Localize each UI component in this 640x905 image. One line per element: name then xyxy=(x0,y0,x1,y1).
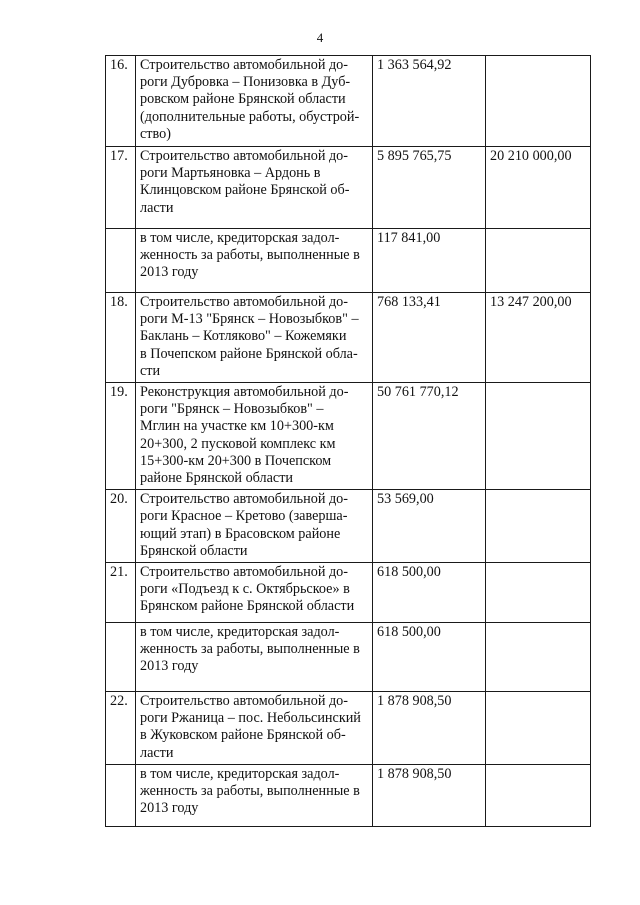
row-amount-total xyxy=(486,56,591,147)
row-amount-total: 20 210 000,00 xyxy=(486,147,591,229)
row-amount: 53 569,00 xyxy=(373,490,486,563)
row-number: 17. xyxy=(106,147,136,229)
row-description xyxy=(136,147,373,229)
row-amount: 1 363 564,92 xyxy=(373,56,486,147)
table-row xyxy=(106,623,591,692)
row-amount-total xyxy=(486,490,591,563)
row-amount: 50 761 770,12 xyxy=(373,383,486,490)
row-description-text: Строительство автомобильной до- роги М-13 "Брянск – Новозыбков" – Баклань – Котляково" – Кожемяки в Почепском районе Брянской обла- сти xyxy=(140,294,359,379)
row-description-text: Строительство автомобильной до- роги Ржаница – пос. Небольсинский в Жуковском районе Брянской об- ласти xyxy=(140,693,361,761)
budget-table xyxy=(105,55,591,827)
row-amount: 768 133,41 xyxy=(373,293,486,383)
row-description xyxy=(136,56,373,147)
row-amount-total xyxy=(486,692,591,765)
row-amount: 117 841,00 xyxy=(373,229,486,293)
row-amount: 5 895 765,75 xyxy=(373,147,486,229)
table-row xyxy=(106,490,591,563)
row-description xyxy=(136,383,373,490)
row-amount-total xyxy=(486,764,591,826)
row-number: 19. xyxy=(106,383,136,490)
table-row xyxy=(106,56,591,147)
row-amount: 1 878 908,50 xyxy=(373,764,486,826)
table-row xyxy=(106,692,591,765)
table-row xyxy=(106,147,591,229)
page-number: 4 xyxy=(316,30,324,45)
row-number: 16. xyxy=(106,56,136,147)
row-description xyxy=(136,764,373,826)
row-description-text: Строительство автомобильной до- роги «Подъезд к с. Октябрьское» в Брянском районе Брянской области xyxy=(140,564,355,615)
row-number: 22. xyxy=(106,692,136,765)
row-description-text: в том числе, кредиторская задол- женность за работы, выполненные в 2013 году xyxy=(140,624,360,675)
row-amount-total xyxy=(486,229,591,293)
table-row xyxy=(106,229,591,293)
row-amount: 618 500,00 xyxy=(373,563,486,623)
row-amount-total xyxy=(486,623,591,692)
row-number: 18. xyxy=(106,293,136,383)
row-description xyxy=(136,563,373,623)
row-number xyxy=(106,229,136,293)
row-description-text: в том числе, кредиторская задол- женность за работы, выполненные в 2013 году xyxy=(140,230,360,281)
table-row xyxy=(106,764,591,826)
row-amount-total xyxy=(486,383,591,490)
row-description xyxy=(136,692,373,765)
row-amount-total: 13 247 200,00 xyxy=(486,293,591,383)
row-amount-total xyxy=(486,563,591,623)
row-description xyxy=(136,623,373,692)
row-description xyxy=(136,490,373,563)
table-row xyxy=(106,383,591,490)
row-amount: 618 500,00 xyxy=(373,623,486,692)
table-row xyxy=(106,293,591,383)
row-description-text: Реконструкция автомобильной до- роги "Брянск – Новозыбков" – Мглин на участке км 10+300-км 20+300, 2 пусковой комплекс км 15+300-км 20+300 в Почепском районе Брянской области xyxy=(140,384,349,487)
row-description-text: в том числе, кредиторская задол- женность за работы, выполненные в 2013 году xyxy=(140,765,360,817)
row-number: 21. xyxy=(106,563,136,623)
table-row xyxy=(106,563,591,623)
row-number: 20. xyxy=(106,490,136,563)
row-amount: 1 878 908,50 xyxy=(373,692,486,765)
row-description xyxy=(136,229,373,293)
row-number xyxy=(106,764,136,826)
row-description-text: Строительство автомобильной до- роги Мартьяновка – Ардонь в Клинцовском районе Брянской об- ласти xyxy=(140,148,350,216)
row-number xyxy=(106,623,136,692)
row-description xyxy=(136,293,373,383)
row-description-text: Строительство автомобильной до- роги Красное – Кретово (заверша- ющий этап) в Брасовском районе Брянской области xyxy=(140,491,348,559)
row-description-text: Строительство автомобильной до- роги Дубровка – Понизовка в Дуб- ровском районе Брянской области (дополнительные работы, обустрой- ство) xyxy=(140,57,360,142)
